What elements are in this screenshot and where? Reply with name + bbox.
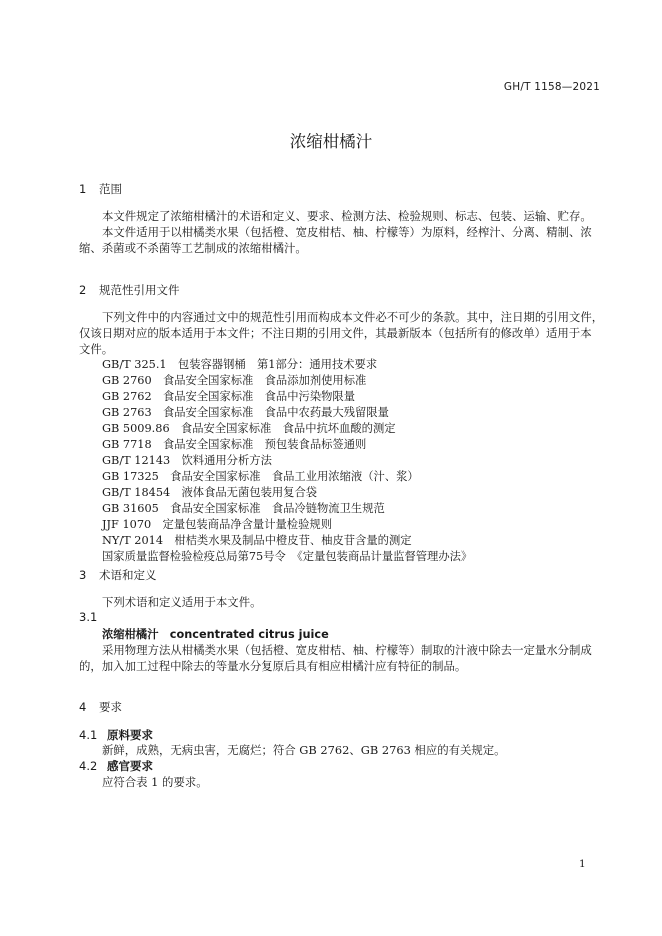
reference-item: GB 7718 食品安全国家标准 预包装食品标签通则 xyxy=(102,438,367,451)
section-number: 4 xyxy=(79,700,87,714)
term-number: 3.1 xyxy=(79,610,98,624)
reference-item: GB 2763 食品安全国家标准 食品中农药最大残留限量 xyxy=(102,406,389,419)
normative-intro-line-2: 仅该日期对应的版本适用于本文件；不注日期的引用文件，其最新版本（包括所有的修改单）适用于本 xyxy=(79,326,592,340)
section-number: 3 xyxy=(79,568,87,582)
standard-code: GH/T 1158—2021 xyxy=(503,81,600,93)
term-definition-line-1: 采用物理方法从柑橘类水果（包括橙、宽皮柑桔、柚、柠檬等）制取的汁液中除去一定量水分制成 xyxy=(102,643,592,657)
sensory-requirements: 应符合表 1 的要求。 xyxy=(102,775,208,789)
reference-item: GB/T 18454 液体食品无菌包装用复合袋 xyxy=(102,486,318,499)
subsection-4-1-heading xyxy=(79,727,153,743)
reference-item: GB 17325 食品安全国家标准 食品工业用浓缩液（汁、浆） xyxy=(102,470,419,483)
section-2-heading xyxy=(79,282,180,298)
section-number: 2 xyxy=(79,283,87,297)
reference-item: GB 2760 食品安全国家标准 食品添加剂使用标准 xyxy=(102,374,367,387)
subsection-number: 4.1 xyxy=(79,728,98,742)
reference-item: JJF 1070 定量包装商品净含量计量检验规则 xyxy=(102,518,332,531)
reference-item: 国家质量监督检验检疫总局第75号令 《定量包装商品计量监督管理办法》 xyxy=(102,550,473,563)
reference-item: GB 2762 食品安全国家标准 食品中污染物限量 xyxy=(102,390,356,403)
term-name: 浓缩柑橘汁 concentrated citrus juice xyxy=(102,628,329,641)
document-title: 浓缩柑橘汁 xyxy=(289,132,373,151)
section-title: 规范性引用文件 xyxy=(99,283,180,297)
section-4-heading xyxy=(79,699,122,715)
section-number: 1 xyxy=(79,182,87,196)
subsection-title: 感官要求 xyxy=(107,759,153,773)
section-title: 要求 xyxy=(99,700,122,714)
scope-paragraph-1: 本文件规定了浓缩柑橘汁的术语和定义、要求、检测方法、检验规则、标志、包装、运输、贮存。 xyxy=(102,209,592,223)
scope-paragraph-2-line-2: 缩、杀菌或不杀菌等工艺制成的浓缩柑橘汁。 xyxy=(79,241,307,255)
reference-item: GB 31605 食品安全国家标准 食品冷链物流卫生规范 xyxy=(102,502,385,515)
section-3-heading xyxy=(79,567,157,583)
normative-intro-line-1: 下列文件中的内容通过文中的规范性引用而构成本文件必不可少的条款。其中，注日期的引用文件， xyxy=(102,310,604,324)
normative-intro-line-3: 文件。 xyxy=(79,342,114,356)
subsection-4-2-heading xyxy=(79,758,153,774)
terms-intro: 下列术语和定义适用于本文件。 xyxy=(102,595,262,609)
reference-item: NY/T 2014 柑桔类水果及制品中橙皮苷、柚皮苷含量的测定 xyxy=(102,534,412,547)
section-1-heading xyxy=(79,181,122,197)
term-definition-line-2: 的，加入加工过程中除去的等量水分复原后具有相应柑橘汁应有特征的制品。 xyxy=(79,659,467,673)
subsection-number: 4.2 xyxy=(79,759,98,773)
page-number: 1 xyxy=(579,858,586,870)
section-title: 范围 xyxy=(99,182,122,196)
reference-item: GB/T 12143 饮料通用分析方法 xyxy=(102,454,272,467)
reference-item: GB/T 325.1 包装容器钢桶 第1部分：通用技术要求 xyxy=(102,358,378,371)
raw-material-requirements: 新鲜，成熟，无病虫害，无腐烂；符合 GB 2762、GB 2763 相应的有关规定。 xyxy=(102,743,506,757)
reference-item: GB 5009.86 食品安全国家标准 食品中抗坏血酸的测定 xyxy=(102,422,396,435)
scope-paragraph-2-line-1: 本文件适用于以柑橘类水果（包括橙、宽皮柑桔、柚、柠檬等）为原料，经榨汁、分离、精制、浓 xyxy=(102,225,592,239)
subsection-title: 原料要求 xyxy=(107,728,153,742)
section-title: 术语和定义 xyxy=(99,568,157,582)
